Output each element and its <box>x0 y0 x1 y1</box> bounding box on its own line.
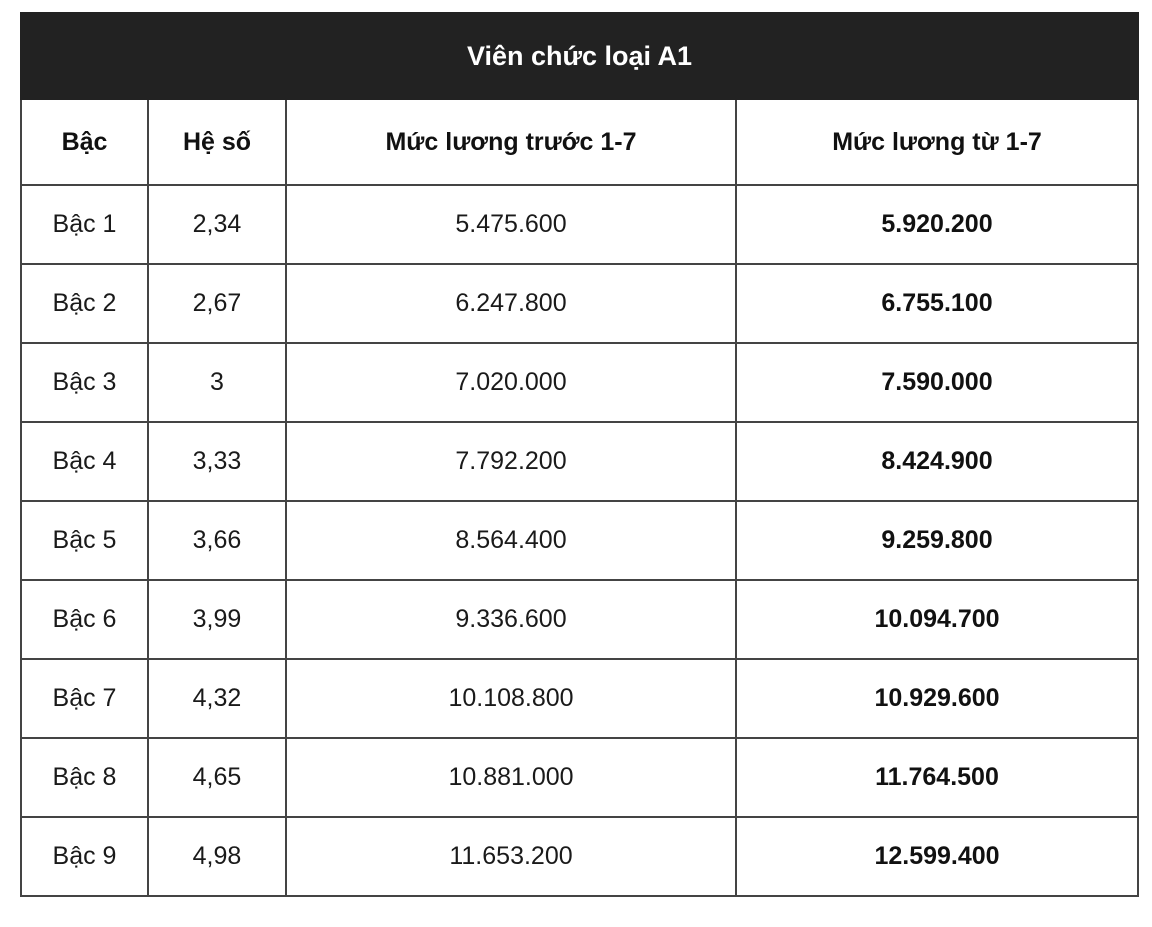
salary-before-cell: 7.020.000 <box>286 343 736 422</box>
salary-from-cell: 10.094.700 <box>736 580 1138 659</box>
coefficient-cell: 2,67 <box>148 264 286 343</box>
coefficient-cell: 3 <box>148 343 286 422</box>
table-row <box>21 264 1138 343</box>
table-row <box>21 817 1138 896</box>
salary-before-cell: 9.336.600 <box>286 580 736 659</box>
grade-cell: Bậc 7 <box>21 659 148 738</box>
salary-from-cell: 5.920.200 <box>736 185 1138 264</box>
salary-from-cell: 8.424.900 <box>736 422 1138 501</box>
column-header-coefficient: Hệ số <box>148 99 286 185</box>
salary-from-cell: 11.764.500 <box>736 738 1138 817</box>
salary-from-cell: 12.599.400 <box>736 817 1138 896</box>
table-row <box>21 343 1138 422</box>
coefficient-cell: 3,99 <box>148 580 286 659</box>
grade-cell: Bậc 8 <box>21 738 148 817</box>
coefficient-cell: 3,66 <box>148 501 286 580</box>
salary-before-cell: 10.108.800 <box>286 659 736 738</box>
grade-cell: Bậc 1 <box>21 185 148 264</box>
coefficient-cell: 3,33 <box>148 422 286 501</box>
grade-cell: Bậc 6 <box>21 580 148 659</box>
grade-cell: Bậc 5 <box>21 501 148 580</box>
table-row <box>21 422 1138 501</box>
column-header-salary-from: Mức lương từ 1-7 <box>736 99 1138 185</box>
table-header-row <box>21 99 1138 185</box>
table-title-row <box>21 13 1138 99</box>
salary-before-cell: 6.247.800 <box>286 264 736 343</box>
table-title: Viên chức loại A1 <box>21 13 1138 99</box>
salary-table <box>20 12 1139 897</box>
grade-cell: Bậc 4 <box>21 422 148 501</box>
table-row <box>21 738 1138 817</box>
salary-before-cell: 11.653.200 <box>286 817 736 896</box>
salary-from-cell: 7.590.000 <box>736 343 1138 422</box>
column-header-salary-before: Mức lương trước 1-7 <box>286 99 736 185</box>
coefficient-cell: 4,98 <box>148 817 286 896</box>
salary-from-cell: 10.929.600 <box>736 659 1138 738</box>
salary-before-cell: 10.881.000 <box>286 738 736 817</box>
salary-before-cell: 5.475.600 <box>286 185 736 264</box>
grade-cell: Bậc 3 <box>21 343 148 422</box>
salary-from-cell: 9.259.800 <box>736 501 1138 580</box>
table-row <box>21 185 1138 264</box>
coefficient-cell: 4,32 <box>148 659 286 738</box>
table-row <box>21 580 1138 659</box>
grade-cell: Bậc 2 <box>21 264 148 343</box>
salary-from-cell: 6.755.100 <box>736 264 1138 343</box>
grade-cell: Bậc 9 <box>21 817 148 896</box>
column-header-grade: Bậc <box>21 99 148 185</box>
coefficient-cell: 2,34 <box>148 185 286 264</box>
salary-before-cell: 7.792.200 <box>286 422 736 501</box>
table-row <box>21 501 1138 580</box>
table-row <box>21 659 1138 738</box>
salary-before-cell: 8.564.400 <box>286 501 736 580</box>
coefficient-cell: 4,65 <box>148 738 286 817</box>
